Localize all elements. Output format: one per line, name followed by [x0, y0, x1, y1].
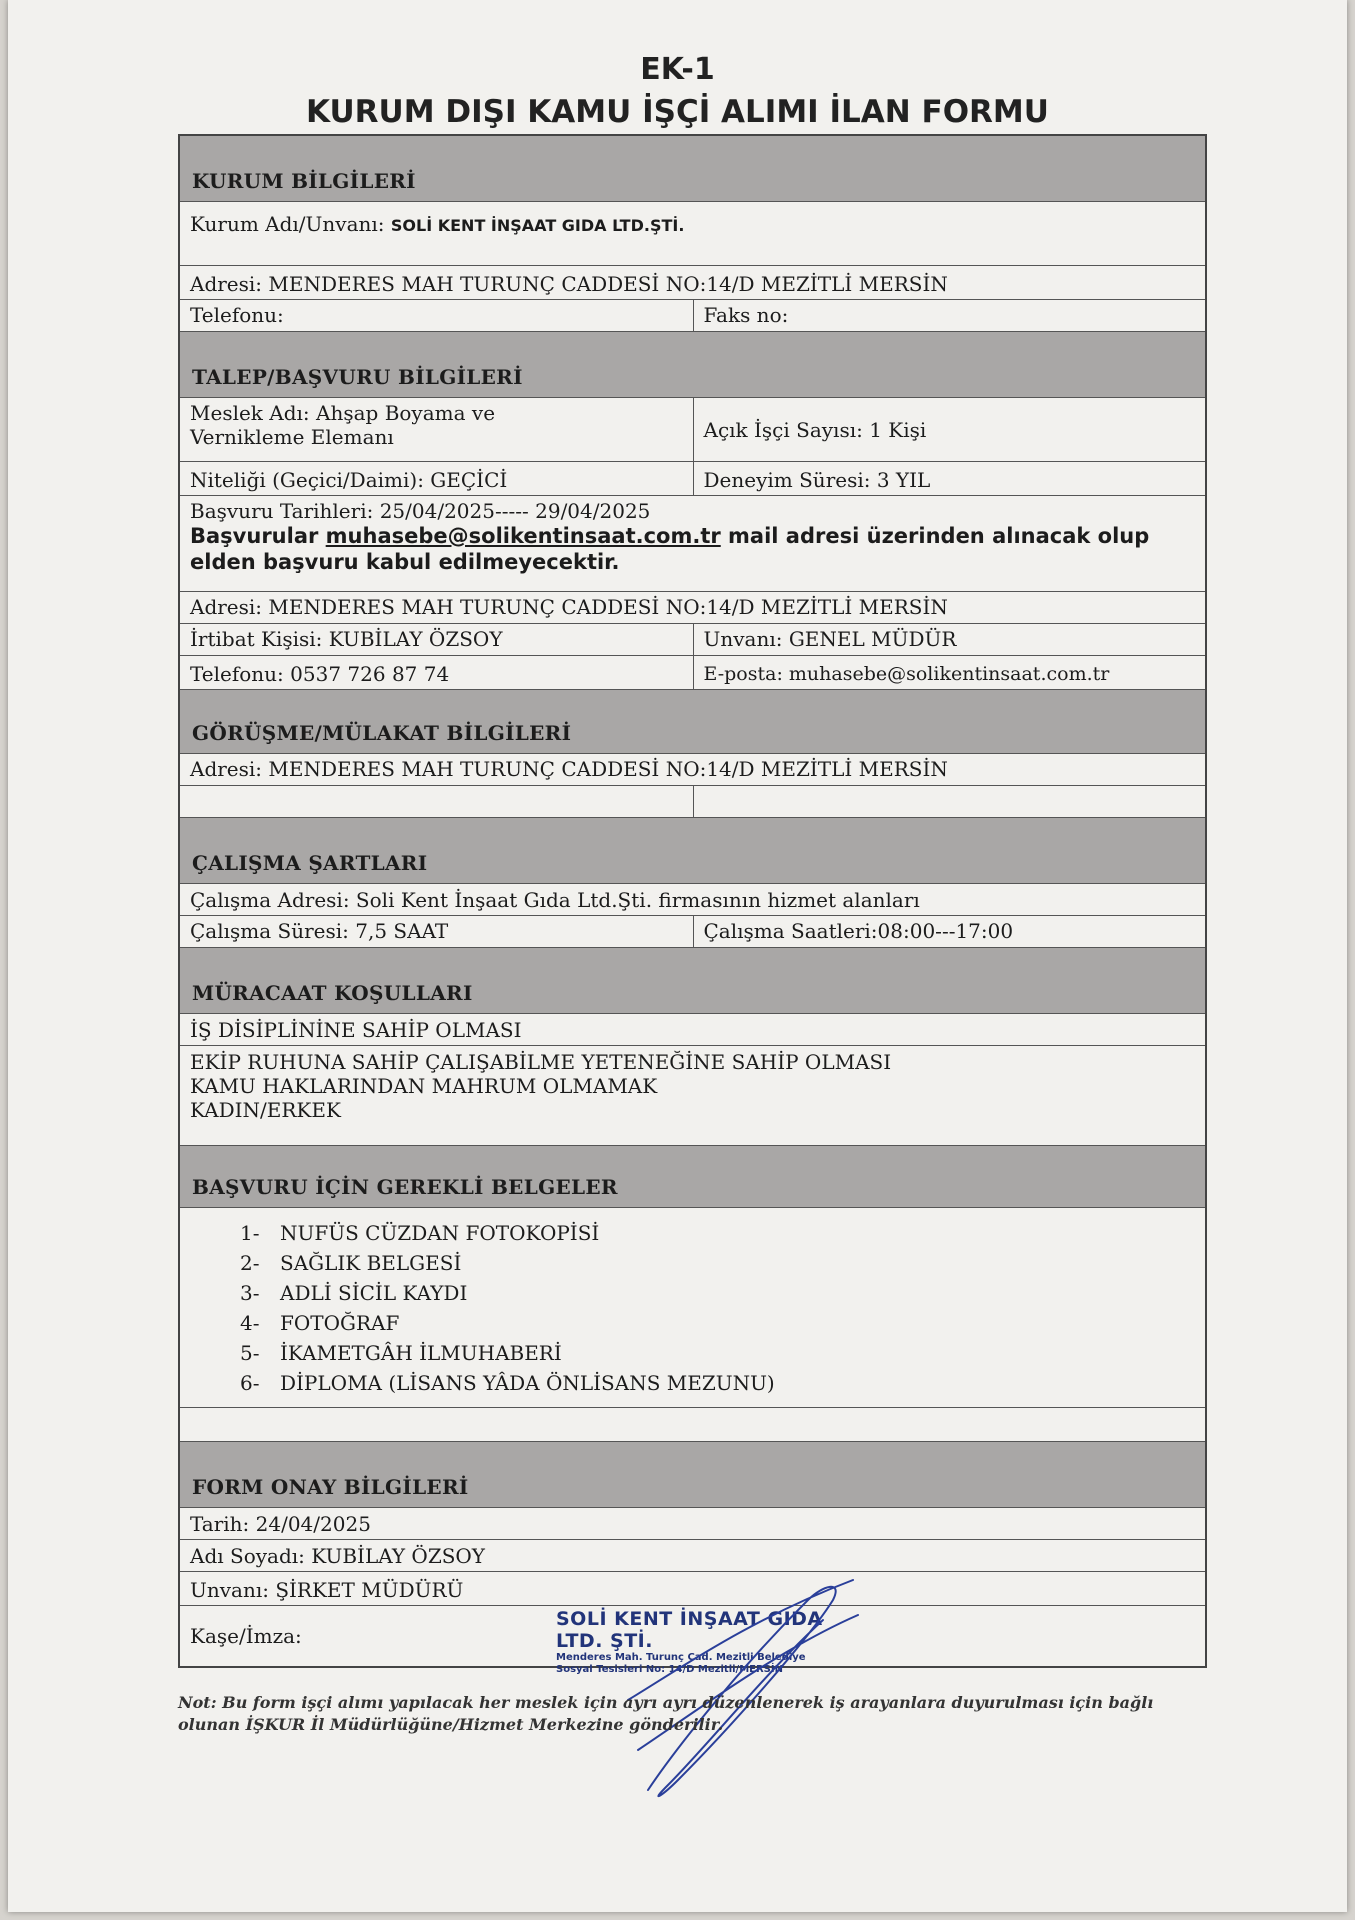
muracaat-item: İŞ DİSİPLİNİNE SAHİP OLMASI: [190, 1018, 522, 1042]
basvuru-suffix: mail adresi üzerinden alınacak olup elden başvuru kabul edilmeyecektir.: [190, 524, 1150, 574]
section-belgeler-title: BAŞVURU İÇİN GEREKLİ BELGELER: [192, 1175, 618, 1199]
section-calisma-title: ÇALIŞMA ŞARTLARI: [192, 851, 428, 875]
isci-sayisi: Açık İşçi Sayısı: 1 Kişi: [693, 398, 1206, 461]
gorusme-address: Adresi: MENDERES MAH TURUNÇ CADDESİ NO:14/D MEZİTLİ MERSİN: [190, 757, 948, 781]
talep-phone-row: [180, 656, 1205, 690]
calisma-suresi: Çalışma Süresi: 7,5 SAAT: [190, 919, 449, 943]
kurum-fax: Faks no:: [693, 300, 1206, 331]
basvuru-email-link[interactable]: muhasebe@solikentinsaat.com.tr: [325, 524, 721, 548]
stamp-address-line: Menderes Mah. Turunç Cad. Mezitli Belediye: [556, 1652, 806, 1663]
kurum-phone: Telefonu:: [190, 303, 284, 327]
belge-item: 1- NUFÜS CÜZDAN FOTOKOPİSİ: [240, 1221, 600, 1245]
talep-address: Adresi: MENDERES MAH TURUNÇ CADDESİ NO:14/D MEZİTLİ MERSİN: [190, 595, 948, 619]
gorusme-empty-left: [180, 786, 693, 817]
belgeler-list: [180, 1208, 775, 1407]
section-kurum: [180, 136, 1205, 202]
section-belgeler: [180, 1146, 1205, 1208]
signature-icon: [608, 1560, 868, 1810]
muracaat-first-row: [180, 1014, 1205, 1046]
calisma-address: Çalışma Adresi: Soli Kent İnşaat Gıda Ltd.Şti. firmasının hizmet alanları: [190, 888, 920, 912]
onay-adi-soyadi: Adı Soyadı: KUBİLAY ÖZSOY: [190, 1544, 486, 1568]
onay-tarih: Tarih: 24/04/2025: [190, 1512, 371, 1536]
belge-item: 3- ADLİ SİCİL KAYDI: [240, 1281, 468, 1305]
belgeler-empty-row: [180, 1408, 1205, 1442]
muracaat-list-row: [180, 1046, 1205, 1146]
niteligi: Niteliği (Geçici/Daimi): GEÇİCİ: [190, 468, 508, 492]
kurum-name-value: SOLİ KENT İNŞAAT GIDA LTD.ŞTİ.: [390, 216, 685, 235]
belge-item: 4- FOTOĞRAF: [240, 1311, 400, 1335]
muracaat-item: KADIN/ERKEK: [190, 1098, 341, 1122]
talep-nitelik-row: [180, 462, 1205, 496]
kurum-name-cell: [180, 202, 1205, 265]
section-gorusme: [180, 690, 1205, 754]
section-muracaat-title: MÜRACAAT KOŞULLARI: [192, 981, 473, 1005]
note-text: Bu form işçi alımı yapılacak her meslek için ayrı ayrı düzenlenerek iş arayanlara duyurulması için bağlı olunan İŞKUR İl Müdürlüğüne/Hizmet Merkezine gönderilir.: [178, 1693, 1154, 1734]
irtibat-kisisi: İrtibat Kişisi: KUBİLAY ÖZSOY: [190, 627, 503, 651]
form-title: KURUM DIŞI KAMU İŞÇİ ALIMI İLAN FORMU: [306, 94, 1049, 130]
talep-meslek-row: [180, 398, 1205, 462]
gorusme-address-row: [180, 754, 1205, 786]
talep-contact-row: [180, 624, 1205, 656]
muracaat-item: EKİP RUHUNA SAHİP ÇALIŞABİLME YETENEĞİNE SAHİP OLMASI: [190, 1050, 892, 1074]
belgeler-empty: [180, 1408, 1205, 1441]
talep-phone: Telefonu: 0537 726 87 74: [190, 662, 450, 686]
gorusme-empty-row: [180, 786, 1205, 818]
onay-tarih-row: [180, 1508, 1205, 1540]
annex-label: EK-1: [640, 52, 715, 87]
gorusme-empty-right: [693, 786, 1206, 817]
deneyim-suresi: Deneyim Süresi: 3 YIL: [693, 462, 1206, 495]
belge-item: 2- SAĞLIK BELGESİ: [240, 1251, 462, 1275]
basvuru-prefix: Başvurular: [190, 524, 326, 548]
kurum-name-row: [180, 202, 1205, 266]
stamp-company-name: SOLİ KENT İNŞAAT GIDA LTD. ŞTİ.: [556, 1608, 823, 1652]
muracaat-list: [180, 1046, 1205, 1145]
meslek-adi: Meslek Adı: Ahşap Boyama ve Vernikleme Elemanı: [190, 401, 496, 449]
belge-item: 5- İKAMETGÂH İLMUHABERİ: [240, 1341, 562, 1365]
kurum-address: Adresi: MENDERES MAH TURUNÇ CADDESİ NO:14/D MEZİTLİ MERSİN: [190, 272, 948, 296]
belge-item: 6- DİPLOMA (LİSANS YÂDA ÖNLİSANS MEZUNU): [240, 1371, 775, 1395]
section-talep: [180, 332, 1205, 398]
calisma-saatleri: Çalışma Saatleri:08:00---17:00: [693, 916, 1206, 947]
irtibat-unvan: Unvanı: GENEL MÜDÜR: [693, 624, 1206, 655]
section-gorusme-title: GÖRÜŞME/MÜLAKAT BİLGİLERİ: [192, 721, 572, 745]
section-onay-title: FORM ONAY BİLGİLERİ: [192, 1475, 469, 1499]
section-calisma: [180, 818, 1205, 884]
onay-unvan: Unvanı: ŞİRKET MÜDÜRÜ: [190, 1578, 464, 1602]
kurum-phone-row: [180, 300, 1205, 332]
belgeler-list-row: [180, 1208, 1205, 1408]
note-label: Not:: [178, 1693, 217, 1712]
basvuru-tarihleri: Başvuru Tarihleri: 25/04/2025----- 29/04/2025: [190, 499, 651, 523]
footer-note: [178, 1692, 1218, 1736]
talep-email[interactable]: E-posta: muhasebe@solikentinsaat.com.tr: [693, 656, 1206, 689]
talep-address-row: [180, 592, 1205, 624]
basvuru-instructions: [190, 523, 1195, 575]
onay-kase-imza: Kaşe/İmza:: [190, 1624, 302, 1648]
basvuru-cell: [180, 496, 1205, 591]
form-table: [178, 134, 1207, 1668]
kurum-address-row: [180, 266, 1205, 300]
stamp-address-line: Sosyal Tesisleri No: 14/D Mezitli/MERSİN: [556, 1664, 783, 1675]
section-onay: [180, 1442, 1205, 1508]
section-talep-title: TALEP/BAŞVURU BİLGİLERİ: [192, 365, 523, 389]
calisma-time-row: [180, 916, 1205, 948]
talep-basvuru-row: [180, 496, 1205, 592]
calisma-address-row: [180, 884, 1205, 916]
muracaat-item: KAMU HAKLARINDAN MAHRUM OLMAMAK: [190, 1074, 658, 1098]
section-kurum-title: KURUM BİLGİLERİ: [192, 169, 416, 193]
kurum-name-label: Kurum Adı/Unvanı:: [190, 212, 385, 236]
section-muracaat: [180, 948, 1205, 1014]
form-paper: [8, 0, 1347, 1912]
